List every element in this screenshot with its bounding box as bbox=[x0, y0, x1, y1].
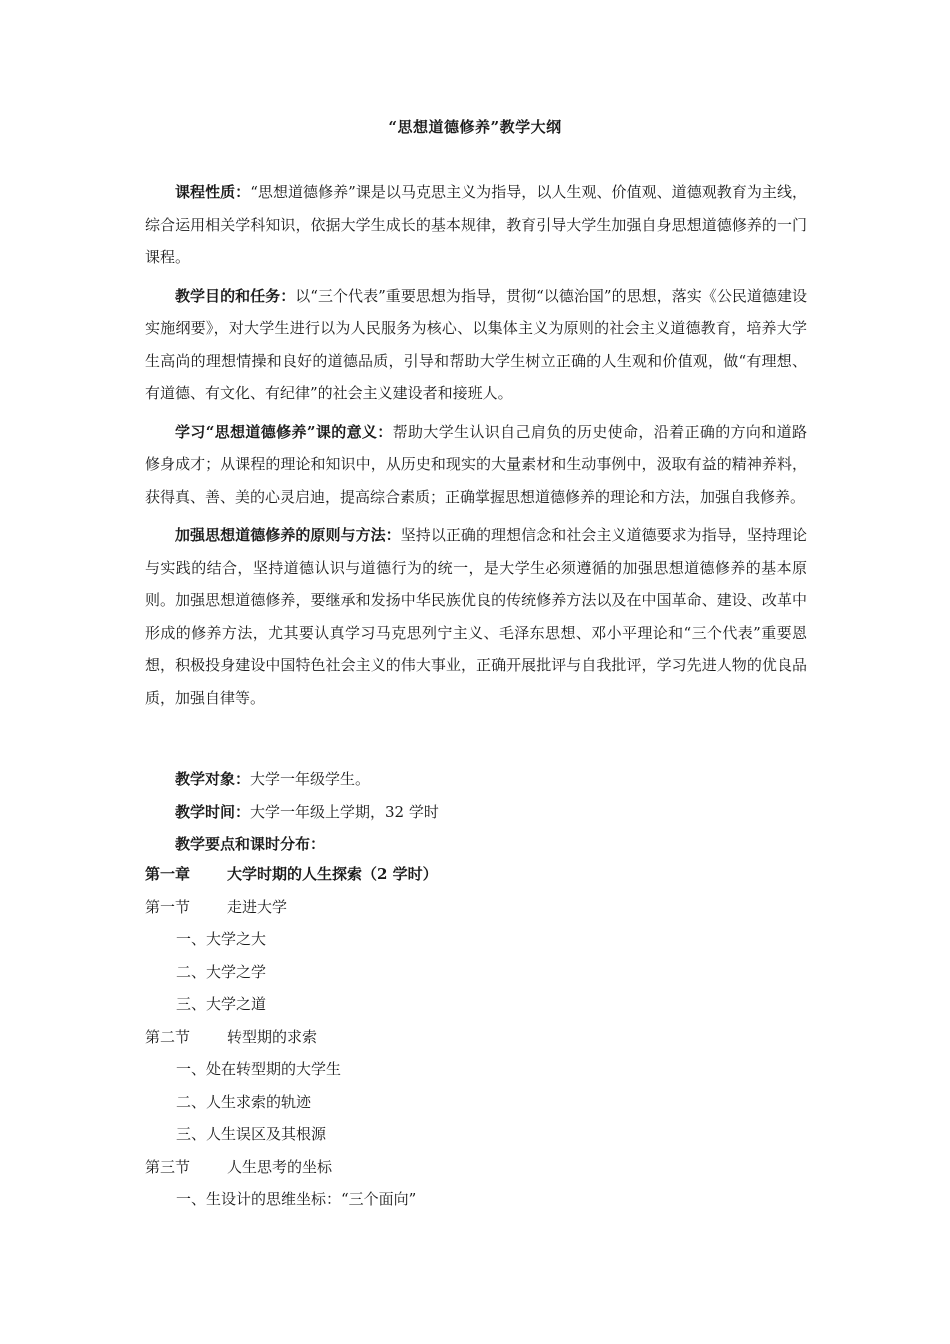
chapter-number: 第一章 bbox=[145, 865, 191, 883]
section-number: 第三节 bbox=[145, 1157, 191, 1176]
paragraph-text: 坚持以正确的理想信念和社会主义道德要求为指导，坚持理论与实践的结合，坚持道德认识与道德行为的统一，是大学生必须遵循的加强思想道德修养的基本原则。加强思想道德修养，要继承和发扬中华民族优良的传统修养方法以及在中国革命、建设、改革中形成的修养方法，尤其要认真学习马克思列宁主义、毛泽东思想、邓小平理论和“三个代表”重要恩想，积极投身建设中国特色社会主义的伟大事业，正确开展批评与自我批评，学习先进人物的优良品质，加强自律等。 bbox=[145, 526, 807, 707]
paragraph-label: 加强思想道德修养的原则与方法： bbox=[175, 526, 401, 544]
section-title: 转型期的求索 bbox=[227, 1027, 318, 1046]
chapter-title: 大学时期的人生探索（2 学时） bbox=[227, 865, 438, 883]
paragraph-principles bbox=[145, 519, 807, 714]
list-item: 三、人生误区及其根源 bbox=[176, 1125, 327, 1143]
chapter-heading bbox=[145, 858, 807, 891]
outline bbox=[145, 858, 807, 1216]
teaching-time bbox=[145, 796, 807, 829]
paragraph-teaching-goals bbox=[145, 280, 807, 410]
section-heading bbox=[145, 1151, 807, 1184]
section-number: 第一节 bbox=[145, 897, 191, 916]
list-item: 一、生设计的思维坐标：“三个面向” bbox=[176, 1190, 417, 1208]
list-item: 一、处在转型期的大学生 bbox=[176, 1060, 342, 1078]
document-title: “思想道德修养”教学大纲 bbox=[388, 118, 562, 136]
paragraph-significance bbox=[145, 416, 807, 514]
teaching-audience bbox=[145, 763, 807, 796]
list-item: 二、大学之学 bbox=[176, 962, 267, 981]
paragraph-label: 课程性质： bbox=[175, 183, 251, 201]
paragraph-text: 以“三个代表”重要思想为指导，贯彻“以德治国”的思想，落实《公民道德建设实施纲要》，对大学生进行以为人民服务为核心、以集体主义为原则的社会主义道德教育，培养大学生高尚的理想情操和良好的道德品质，引导和帮助大学生树立正确的人生观和价值观，做“有理想、有道德、有文化、有纪律”的社会主义建设者和接班人。 bbox=[145, 286, 807, 402]
paragraph-label: 教学目的和任务： bbox=[175, 286, 296, 305]
section-title: 走进大学 bbox=[227, 897, 288, 916]
meta-label: 教学要点和课时分布： bbox=[175, 835, 326, 853]
list-item: 二、人生求索的轨迹 bbox=[176, 1092, 312, 1111]
section-heading bbox=[145, 891, 807, 924]
list-item: 一、大学之大 bbox=[176, 930, 267, 948]
document-body bbox=[145, 176, 807, 720]
list-item: 三、大学之道 bbox=[176, 995, 267, 1013]
paragraph-course-nature bbox=[145, 176, 807, 274]
paragraph-label: 学习“思想道德修养”课的意义： bbox=[175, 422, 393, 441]
paragraph-text: 帮助大学生认识自己肩负的历史使命，沿着正确的方向和道路修身成才；从课程的理论和知识中，从历史和现实的大量素材和生动事例中，汲取有益的精神养料，获得真、善、美的心灵启迪，提高综合素质；正确掌握思想道德修养的理论和方法，加强自我修养。 bbox=[145, 422, 807, 506]
meta-value: 大学一年级学生。 bbox=[250, 770, 371, 788]
section-title: 人生思考的坐标 bbox=[227, 1157, 333, 1176]
section-number: 第二节 bbox=[145, 1027, 191, 1046]
meta-block bbox=[145, 763, 807, 861]
meta-label: 教学对象： bbox=[175, 770, 251, 788]
outline-heading bbox=[145, 828, 807, 861]
paragraph-text: “思想道德修养”课是以马克思主义为指导，以人生观、价值观、道德观教育为主线，综合运用相关学科知识，依据大学生成长的基本规律，教育引导大学生加强自身思想道德修养的一门课程。 bbox=[145, 183, 807, 266]
meta-label: 教学时间： bbox=[175, 802, 251, 821]
meta-value: 大学一年级上学期，32 学时 bbox=[250, 802, 439, 821]
section-heading bbox=[145, 1021, 807, 1054]
